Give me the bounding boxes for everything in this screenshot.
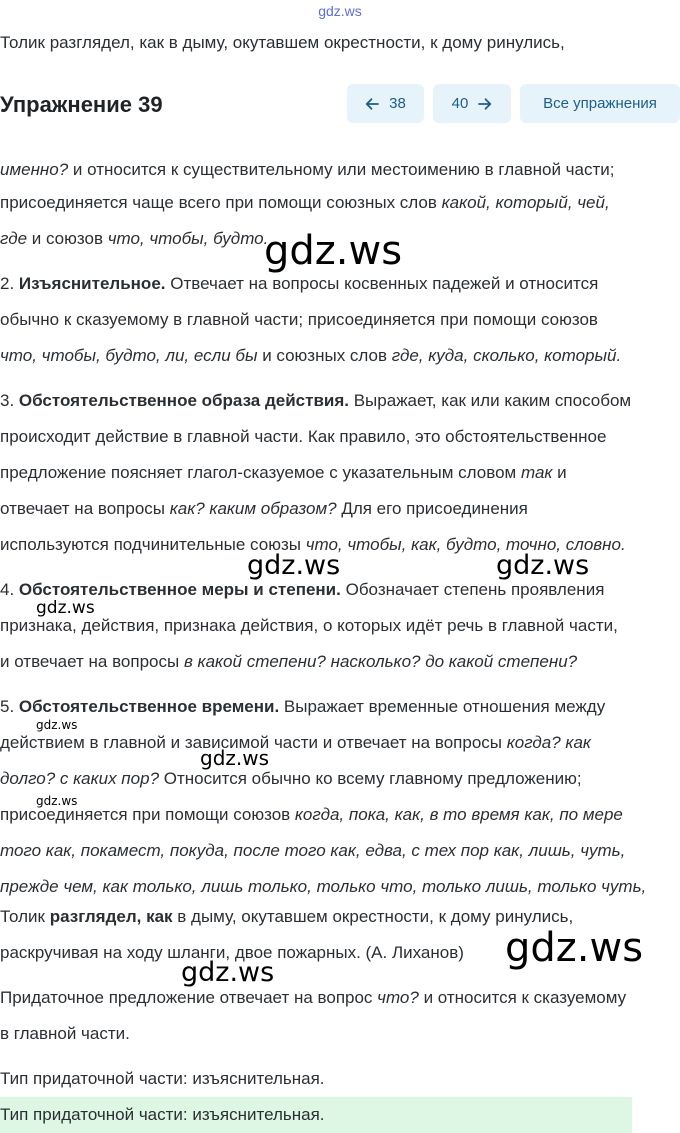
watermark: gdz.ws [264, 228, 403, 274]
answer-highlight [0, 1097, 632, 1133]
para5-line1: 5. Обстоятельственное времени. Выражает временные отношения между [0, 697, 606, 716]
watermark: gdz.ws [181, 957, 275, 988]
exercise-header [0, 84, 680, 124]
para3-line5: используются подчинительные союзы что, чтобы, как, будто, точно, словно. [0, 535, 626, 554]
para3-line1: 3. Обстоятельственное образа действия. Выражает, как или каким способом [0, 391, 632, 410]
watermark: gdz.ws [505, 925, 644, 971]
answer-text: Тип придаточной части: изъяснительная. [0, 1105, 325, 1124]
next-exercise-button[interactable] [433, 84, 511, 123]
para1-line1: именно? и относится к существительному или местоимению в главной части; [0, 160, 615, 179]
prev-exercise-number: 38 [389, 95, 406, 112]
preview-line: Толик разглядел, как в дыму, окутавшем окрестности, к дому ринулись, [0, 33, 565, 52]
para3-line4: отвечает на вопросы как? каким образом? Для его присоединения [0, 499, 528, 518]
para5-line3: долго? с каких пор? Относится обычно ко всему главному предложению; [0, 769, 582, 788]
para4-line2: признака, действия, признака действия, о которых идёт речь в главной части, [0, 616, 618, 635]
watermark: gdz.ws [36, 718, 78, 732]
watermark: gdz.ws [36, 598, 95, 618]
explain-line2: в главной части. [0, 1024, 130, 1043]
watermark: gdz.ws [200, 746, 270, 770]
sentence-line1: Толик разглядел, как в дыму, окутавшем окрестности, к дому ринулись, [0, 907, 574, 926]
para2-line2: обычно к сказуемому в главной части; присоединяется при помощи союзов [0, 310, 598, 329]
next-exercise-number: 40 [451, 95, 469, 112]
watermark: gdz.ws [247, 550, 341, 581]
all-exercises-button[interactable] [520, 84, 680, 123]
para1-line3: где и союзов что, чтобы, будто. [0, 229, 269, 248]
para1-line2: присоединяется чаще всего при помощи союзных слов какой, который, чей, [0, 193, 610, 212]
para3-line2: происходит действие в главной части. Как правило, это обстоятельственное [0, 427, 607, 446]
page-title: Упражнение 39 [0, 92, 163, 117]
sentence-line2: раскручивая на ходу шланги, двое пожарных. (А. Лиханов) [0, 943, 464, 962]
para5-line6: прежде чем, как только, лишь только, только что, только лишь, только чуть, [0, 877, 647, 896]
type-line: Тип придаточной части: изъяснительная. [0, 1069, 325, 1088]
prev-exercise-button[interactable] [347, 84, 424, 123]
para5-line2: действием в главной и зависимой части и отвечает на вопросы когда? как [0, 733, 591, 752]
arrow-left-icon [365, 97, 379, 111]
watermark: gdz.ws [496, 550, 590, 581]
para3-line3: предложение поясняет глагол-сказуемое с указательным словом так и [0, 463, 567, 482]
para2-line1: 2. Изъяснительное. Отвечает на вопросы косвенных падежей и относится [0, 274, 599, 293]
all-exercises-label: Все упражнения [543, 95, 657, 112]
para5-line5: того как, покамест, покуда, после того как, едва, с тех пор как, лишь, чуть, [0, 841, 626, 860]
para2-line3: что, чтобы, будто, ли, если бы и союзных слов где, куда, сколько, который. [0, 346, 622, 365]
para4-line3: и отвечает на вопросы в какой степени? насколько? до какой степени? [0, 652, 578, 671]
para4-line1: 4. Обстоятельственное меры и степени. Обозначает степень проявления [0, 580, 605, 599]
site-mark: gdz.ws [318, 3, 362, 19]
arrow-right-icon [478, 97, 492, 111]
watermark: gdz.ws [36, 794, 78, 808]
para5-line4: присоединяется при помощи союзов когда, пока, как, в то время как, по мере [0, 805, 623, 824]
explain-line1: Придаточное предложение отвечает на вопрос что? и относится к сказуемому [0, 988, 627, 1007]
